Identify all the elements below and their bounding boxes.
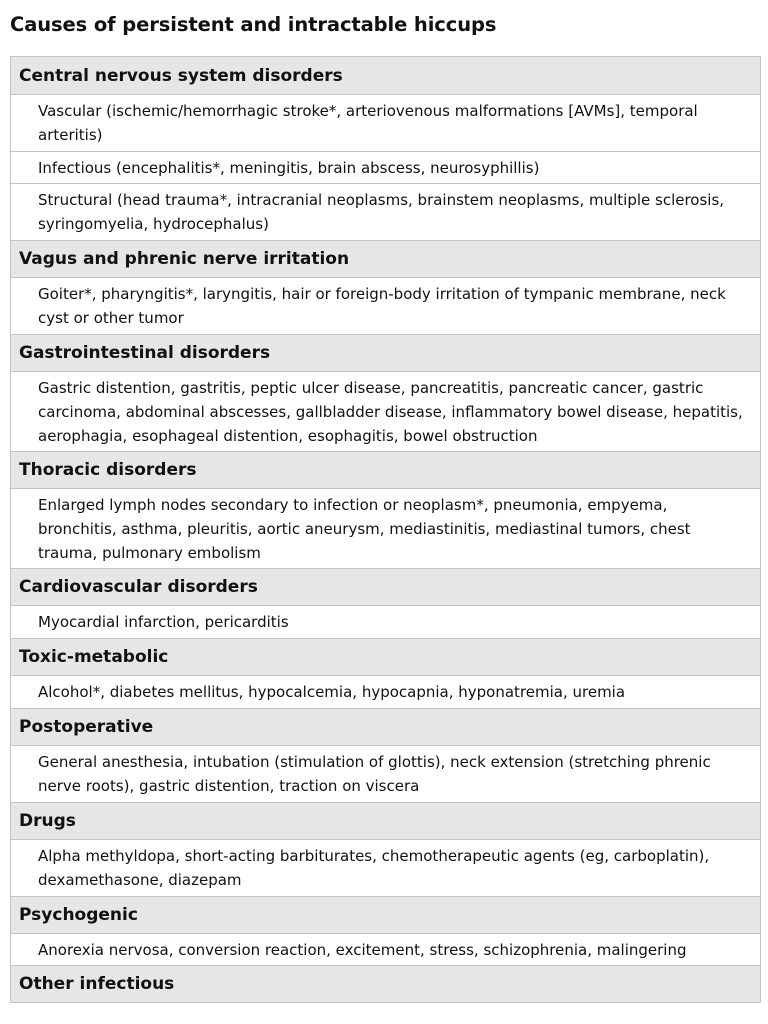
category-header: Vagus and phrenic nerve irritation (11, 241, 760, 278)
category-header: Central nervous system disorders (11, 57, 760, 95)
category-header: Toxic-metabolic (11, 639, 760, 676)
cause-list-item: Goiter*, pharyngitis*, laryngitis, hair or foreign-body irritation of tympanic membrane, neck cyst or other tumor (11, 278, 760, 335)
cause-list-item: Gastric distention, gastritis, peptic ulcer disease, pancreatitis, pancreatic cancer, gastric carcinoma, abdominal abscesses, gallbladder disease, inflammatory bowel disease, hepatitis, aerophagia, esophageal distention, esophagitis, bowel obstruction (11, 372, 760, 452)
cause-list-item: Anorexia nervosa, conversion reaction, excitement, stress, schizophrenia, malingering (11, 934, 760, 966)
causes-table (10, 56, 761, 1003)
cause-list-item: General anesthesia, intubation (stimulation of glottis), neck extension (stretching phrenic nerve roots), gastric distention, traction on viscera (11, 746, 760, 803)
cause-list-item: Vascular (ischemic/hemorrhagic stroke*, arteriovenous malformations [AVMs], temporal arteritis) (11, 95, 760, 152)
cause-list-item: Structural (head trauma*, intracranial neoplasms, brainstem neoplasms, multiple sclerosis, syringomyelia, hydrocephalus) (11, 184, 760, 241)
category-header: Drugs (11, 803, 760, 840)
cause-list-item: Enlarged lymph nodes secondary to infection or neoplasm*, pneumonia, empyema, bronchitis, asthma, pleuritis, aortic aneurysm, mediastinitis, mediastinal tumors, chest trauma, pulmonary embolism (11, 489, 760, 569)
page-title: Causes of persistent and intractable hiccups (10, 13, 497, 36)
category-header: Cardiovascular disorders (11, 569, 760, 606)
cause-list-item: Myocardial infarction, pericarditis (11, 606, 760, 639)
category-header: Postoperative (11, 709, 760, 746)
cause-list-item: Infectious (encephalitis*, meningitis, brain abscess, neurosyphillis) (11, 152, 760, 184)
category-header: Psychogenic (11, 897, 760, 934)
cause-list-item: Alcohol*, diabetes mellitus, hypocalcemia, hypocapnia, hyponatremia, uremia (11, 676, 760, 709)
category-header: Other infectious (11, 966, 760, 1003)
cause-list-item: Alpha methyldopa, short-acting barbiturates, chemotherapeutic agents (eg, carboplatin), dexamethasone, diazepam (11, 840, 760, 897)
category-header: Thoracic disorders (11, 452, 760, 489)
category-header: Gastrointestinal disorders (11, 335, 760, 372)
